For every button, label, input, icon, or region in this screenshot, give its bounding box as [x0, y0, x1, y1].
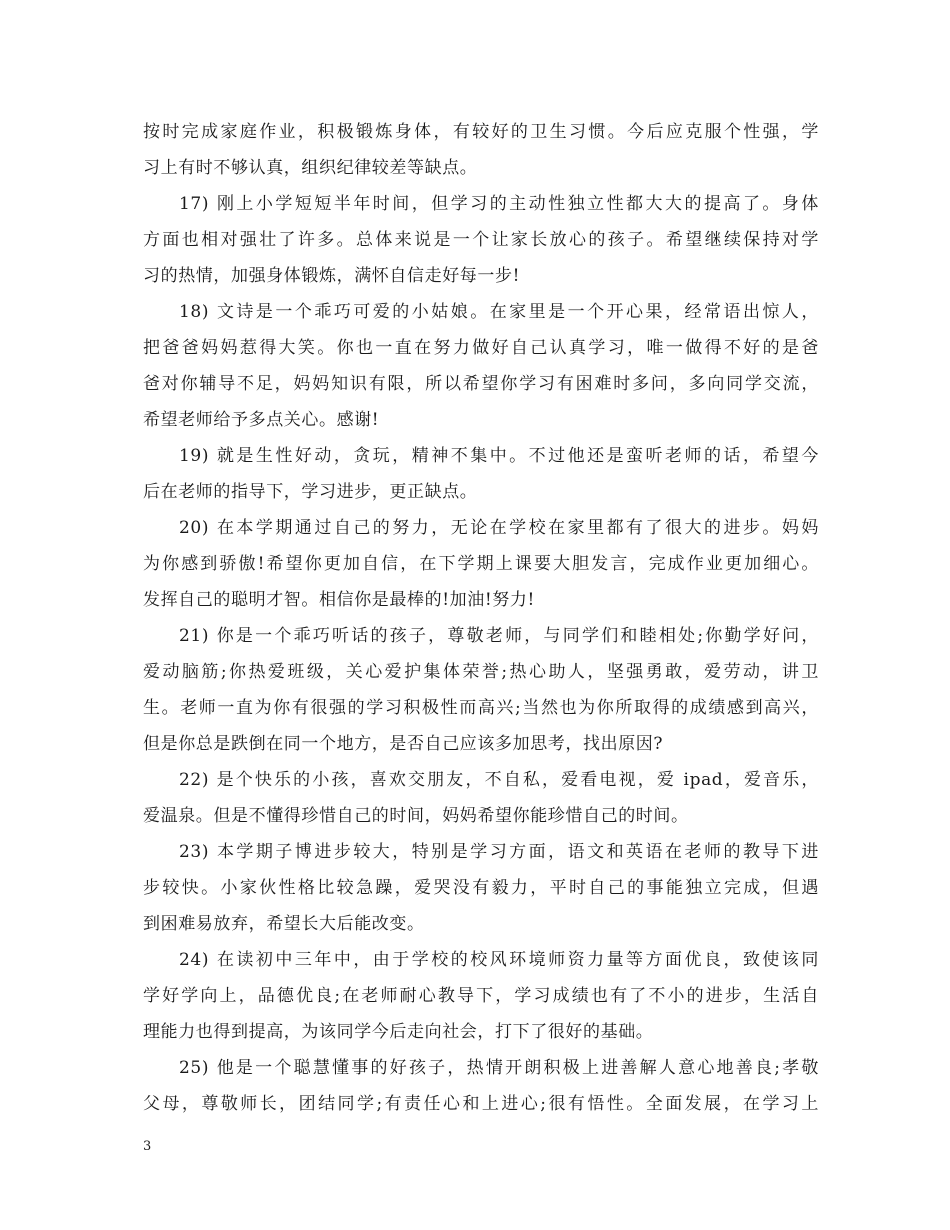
document-body	[143, 114, 819, 1122]
text-line: 按时完成家庭作业，积极锻炼身体，有较好的卫生习惯。今后应克服个性强，学	[143, 122, 819, 142]
text-line: 希望老师给予多点关心。感谢!	[143, 410, 380, 430]
text-line: 习的热情，加强身体锻炼，满怀自信走好每一步!	[143, 266, 521, 286]
text-line: 后在老师的指导下，学习进步，更正缺点。	[143, 482, 478, 502]
text-line: 24) 在读初中三年中，由于学校的校风环境师资力量等方面优良，致使该同	[179, 950, 819, 970]
text-line: 25) 他是一个聪慧懂事的好孩子，热情开朗积极上进善解人意心地善良;孝敬	[179, 1058, 819, 1078]
text-line: 爱温泉。但是不懂得珍惜自己的时间，妈妈希望你能珍惜自己的时间。	[143, 806, 689, 826]
text-line: 生。老师一直为你有很强的学习积极性而高兴;当然也为你所取得的成绩感到高兴，	[143, 698, 819, 718]
text-line: 习上有时不够认真，组织纪律较差等缺点。	[143, 158, 478, 178]
page-number: 3	[143, 1139, 152, 1154]
text-line: 理能力也得到提高，为该同学今后走向社会，打下了很好的基础。	[143, 1022, 654, 1042]
text-line: 23) 本学期子博进步较大，特别是学习方面，语文和英语在老师的教导下进	[179, 842, 819, 862]
text-line: 发挥自己的聪明才智。相信你是最棒的!加油!努力!	[143, 590, 535, 610]
text-line: 爱动脑筋;你热爱班级，关心爱护集体荣誉;热心助人，坚强勇敢，爱劳动，讲卫	[143, 662, 819, 682]
text-line: 19) 就是生性好动，贪玩，精神不集中。不过他还是蛮听老师的话，希望今	[179, 446, 819, 466]
text-line: 学好学向上，品德优良;在老师耐心教导下，学习成绩也有了不小的进步，生活自	[143, 986, 819, 1006]
text-line: 22) 是个快乐的小孩，喜欢交朋友，不自私，爱看电视，爱 ipad，爱音乐，	[179, 770, 819, 790]
text-line: 18) 文诗是一个乖巧可爱的小姑娘。在家里是一个开心果，经常语出惊人，	[179, 302, 819, 322]
text-line: 步较快。小家伙性格比较急躁，爱哭没有毅力，平时自己的事能独立完成，但遇	[143, 878, 819, 898]
text-line: 17) 刚上小学短短半年时间，但学习的主动性独立性都大大的提高了。身体	[179, 194, 819, 214]
text-line: 20) 在本学期通过自己的努力，无论在学校在家里都有了很大的进步。妈妈	[179, 518, 819, 538]
text-line: 把爸爸妈妈惹得大笑。你也一直在努力做好自己认真学习，唯一做得不好的是爸	[143, 338, 819, 358]
text-line: 为你感到骄傲!希望你更加自信，在下学期上课要大胆发言，完成作业更加细心。	[143, 554, 819, 574]
text-line: 21) 你是一个乖巧听话的孩子，尊敬老师，与同学们和睦相处;你勤学好问，	[179, 626, 819, 646]
text-line: 爸对你辅导不足，妈妈知识有限，所以希望你学习有困难时多问，多向同学交流，	[143, 374, 819, 394]
text-line: 但是你总是跌倒在同一个地方，是否自己应该多加思考，找出原因?	[143, 734, 664, 754]
text-line: 到困难易放弃，希望长大后能改变。	[143, 914, 425, 934]
text-line: 父母，尊敬师长，团结同学;有责任心和上进心;很有悟性。全面发展，在学习上	[143, 1094, 819, 1114]
text-line: 方面也相对强壮了许多。总体来说是一个让家长放心的孩子。希望继续保持对学	[143, 230, 819, 250]
